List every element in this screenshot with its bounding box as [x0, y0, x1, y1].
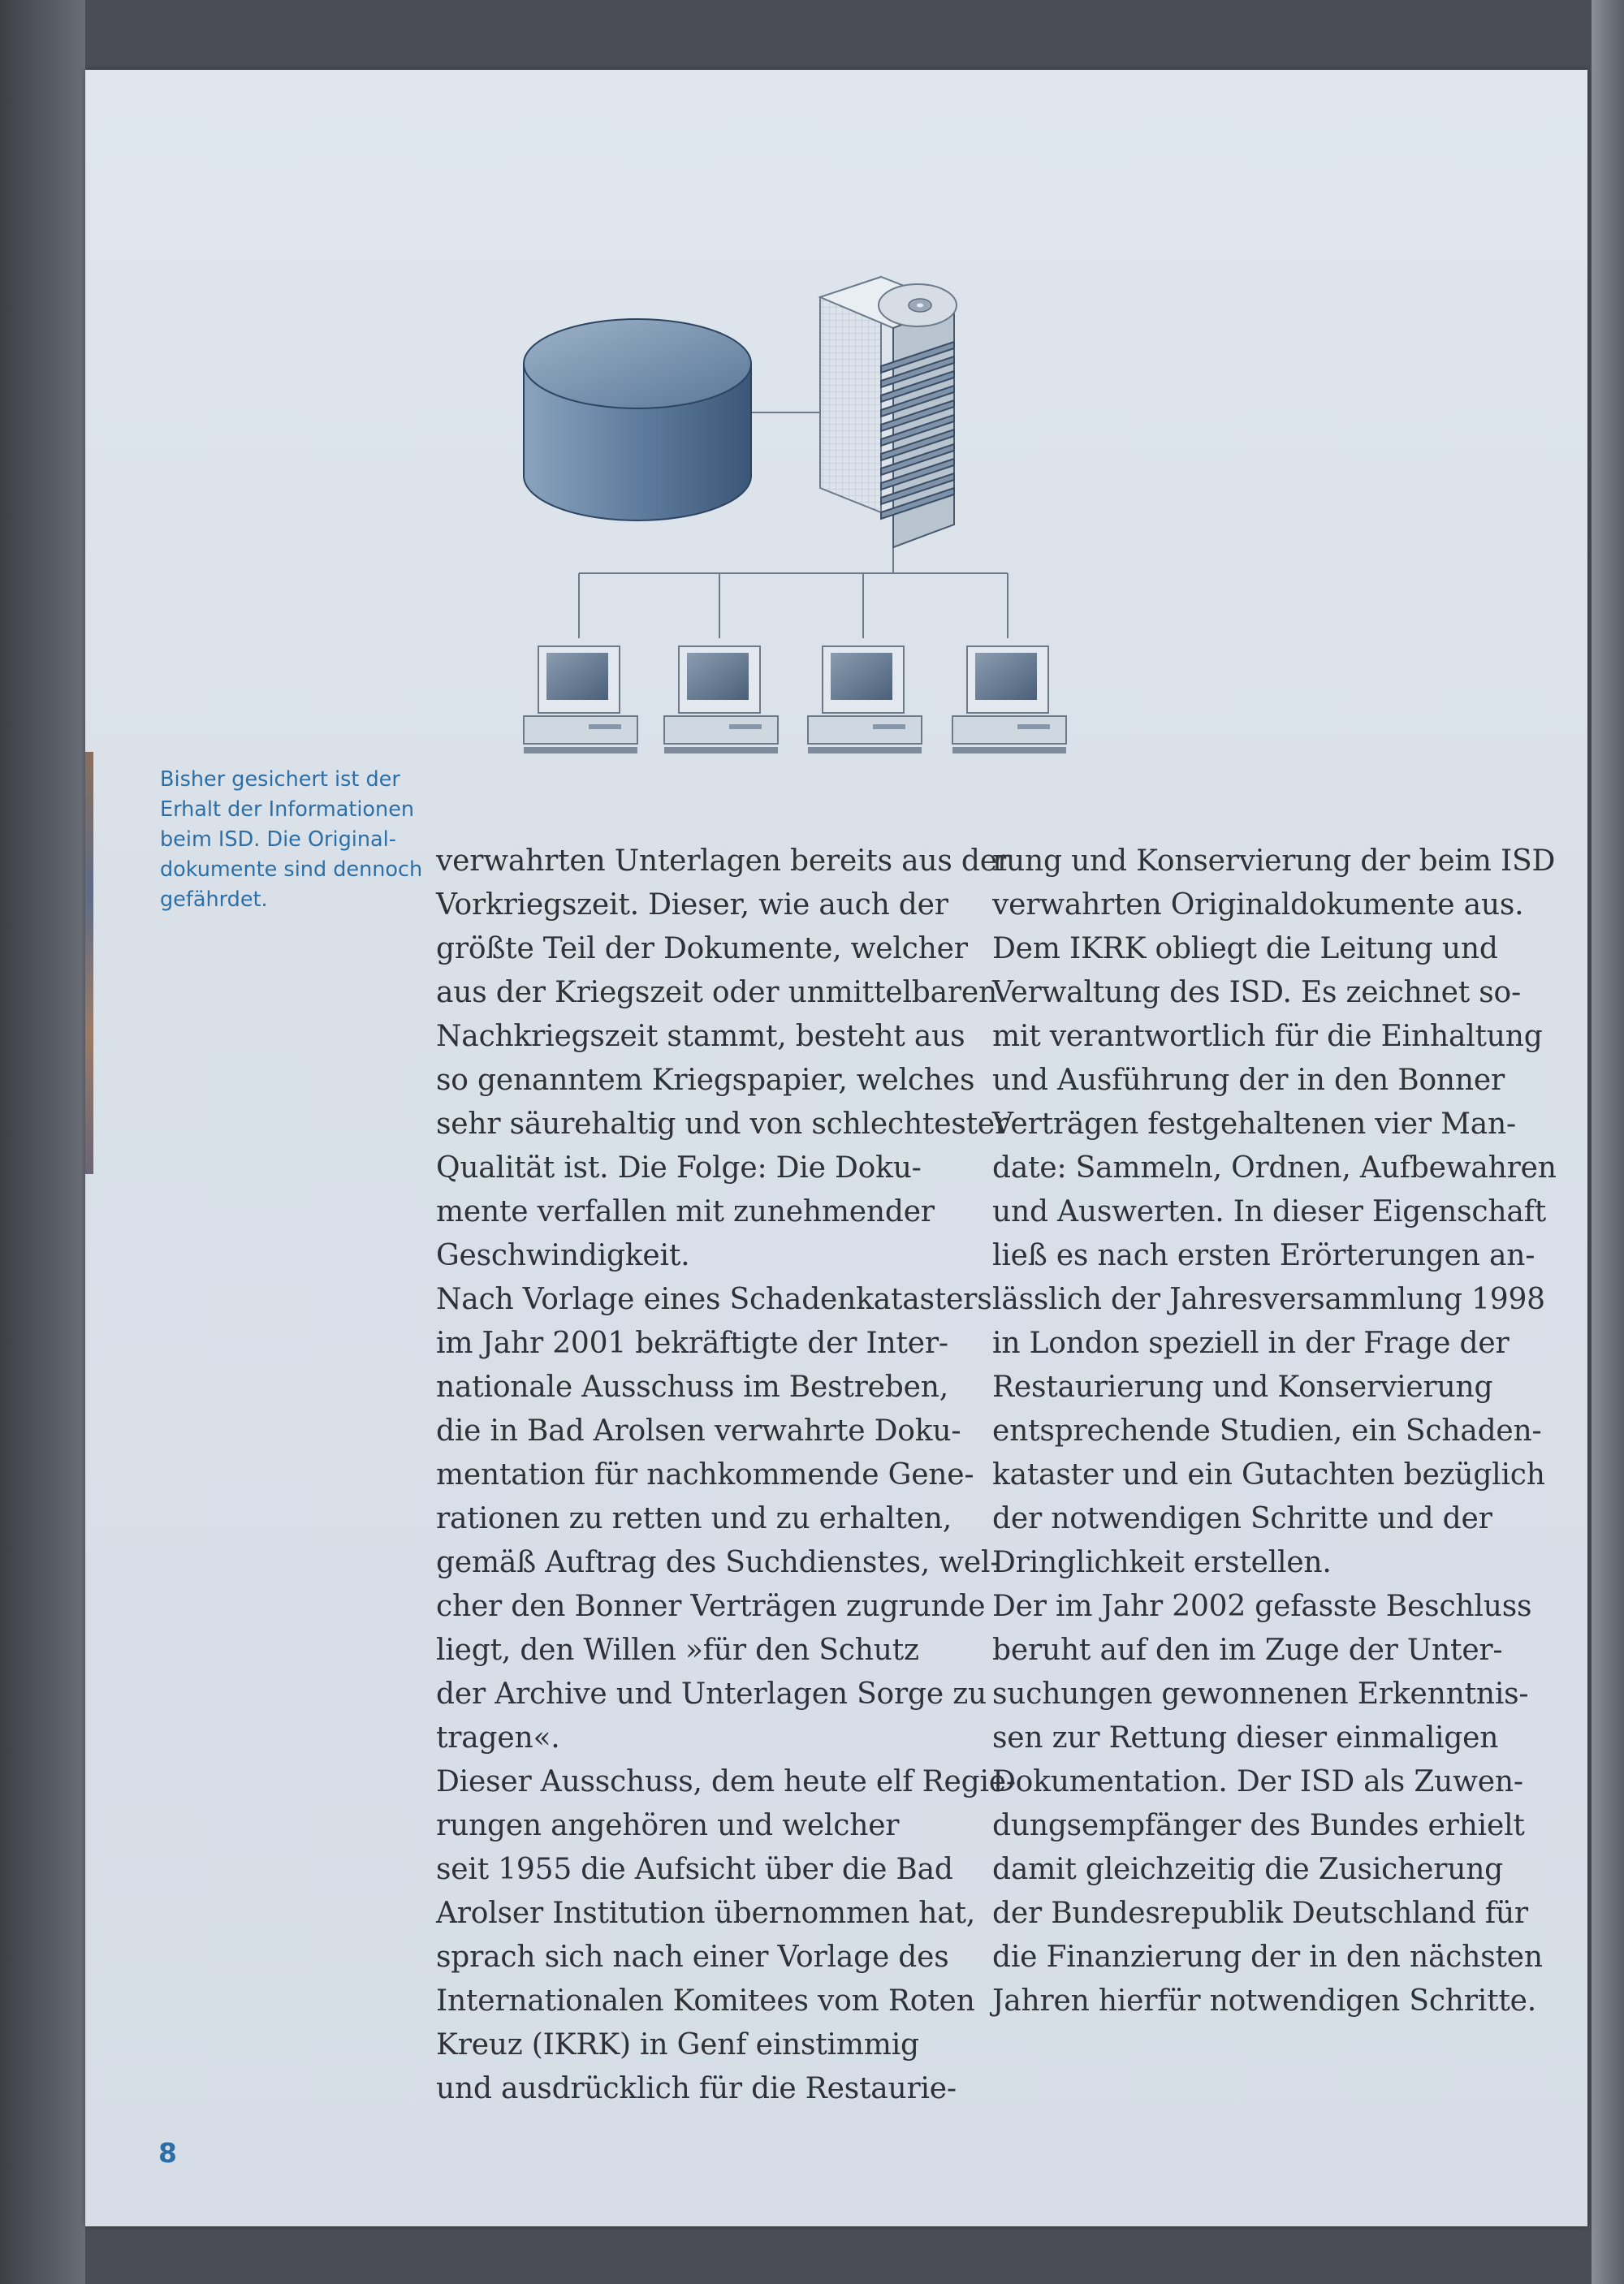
body-text-line: sprach sich nach einer Vorlage des: [436, 1941, 949, 1974]
archive-network-illustration: [426, 183, 1157, 768]
body-text-line: rung und Konservierung der beim ISD: [992, 844, 1556, 878]
workstation-icon: [524, 646, 637, 753]
body-text-line: lässlich der Jahresversammlung 1998: [992, 1283, 1545, 1316]
body-text-line: entsprechende Studien, ein Schaden-: [992, 1414, 1542, 1448]
body-text-line: so genanntem Kriegspapier, welches: [436, 1064, 975, 1097]
cd-tower-icon: [820, 277, 957, 547]
body-text-line: suchungen gewonnenen Erkenntnis-: [992, 1677, 1529, 1711]
body-text-line: Der im Jahr 2002 gefasste Beschluss: [992, 1590, 1532, 1623]
body-text-line: der Archive und Unterlagen Sorge zu: [436, 1677, 987, 1711]
body-text-line: verwahrten Unterlagen bereits aus der: [436, 844, 1011, 878]
body-text-line: der Bundesrepublik Deutschland für: [992, 1897, 1528, 1930]
body-text-line: und Ausführung der in den Bonner: [992, 1064, 1505, 1097]
body-text-line: Dokumentation. Der ISD als Zuwen-: [992, 1765, 1523, 1798]
body-text-line: Nach Vorlage eines Schadenkatasters: [436, 1283, 992, 1316]
scan-background-right: [1592, 0, 1624, 2284]
body-text-line: mente verfallen mit zunehmender: [436, 1195, 935, 1228]
workstation-icon: [808, 646, 922, 753]
body-text-line: Qualität ist. Die Folge: Die Doku-: [436, 1151, 922, 1185]
scan-background-left: [0, 0, 85, 2284]
body-text-line: nationale Ausschuss im Bestreben,: [436, 1371, 948, 1404]
body-text-line: Dringlichkeit erstellen.: [992, 1546, 1332, 1579]
body-text-line: seit 1955 die Aufsicht über die Bad: [436, 1853, 953, 1886]
caption-line: gefährdet.: [160, 887, 268, 912]
body-text-line: Geschwindigkeit.: [436, 1239, 690, 1272]
body-text-line: date: Sammeln, Ordnen, Aufbewahren: [992, 1151, 1557, 1185]
body-text-line: im Jahr 2001 bekräftigte der Inter-: [436, 1327, 948, 1360]
body-text-line: kataster und ein Gutachten bezüglich: [992, 1458, 1545, 1492]
body-text-line: ließ es nach ersten Erörterungen an-: [992, 1239, 1535, 1272]
body-text-line: die in Bad Arolsen verwahrte Doku-: [436, 1414, 961, 1448]
body-text-line: Arolser Institution übernommen hat,: [436, 1897, 975, 1930]
body-text-line: größte Teil der Dokumente, welcher: [436, 932, 968, 965]
caption-line: dokumente sind dennoch: [160, 857, 423, 882]
body-text-line: dungsempfänger des Bundes erhielt: [992, 1809, 1525, 1842]
body-text-line: Internationalen Komitees vom Roten: [436, 1984, 975, 2018]
body-text-line: beruht auf den im Zuge der Unter-: [992, 1634, 1503, 1667]
caption-line: Erhalt der Informationen: [160, 797, 415, 822]
workstation-icon: [952, 646, 1066, 753]
body-text-line: Verwaltung des ISD. Es zeichnet so-: [992, 976, 1521, 1009]
body-text-line: Verträgen festgehaltenen vier Man-: [992, 1107, 1516, 1141]
body-text-line: Nachkriegszeit stammt, besteht aus: [436, 1020, 965, 1053]
body-text-line: Dem IKRK obliegt die Leitung und: [992, 932, 1498, 965]
body-text-line: Kreuz (IKRK) in Genf einstimmig: [436, 2028, 919, 2062]
document-page: [85, 70, 1587, 2226]
body-text-line: damit gleichzeitig die Zusicherung: [992, 1853, 1504, 1886]
figure-caption: [160, 765, 436, 915]
body-text-line: mentation für nachkommende Gene-: [436, 1458, 974, 1492]
body-text-line: und ausdrücklich für die Restaurie-: [436, 2072, 957, 2105]
database-cylinder-icon: [524, 319, 751, 520]
body-text-line: gemäß Auftrag des Suchdienstes, wel-: [436, 1546, 1000, 1579]
body-text-line: die Finanzierung der in den nächsten: [992, 1941, 1543, 1974]
body-text-line: Jahren hierfür notwendigen Schritte.: [992, 1984, 1536, 2018]
body-column-1: [436, 840, 1016, 2111]
body-text-line: cher den Bonner Verträgen zugrunde: [436, 1590, 986, 1623]
caption-line: beim ISD. Die Original-: [160, 827, 396, 852]
body-text-line: der notwendigen Schritte und der: [992, 1502, 1492, 1535]
body-column-2: [992, 840, 1557, 2023]
page-number: 8: [158, 2137, 177, 2169]
caption-line: Bisher gesichert ist der: [160, 767, 400, 792]
body-text-line: und Auswerten. In dieser Eigenschaft: [992, 1195, 1547, 1228]
body-text-line: rungen angehören und welcher: [436, 1809, 900, 1842]
workstation-icon: [664, 646, 778, 753]
body-text-line: sen zur Rettung dieser einmaligen: [992, 1721, 1499, 1755]
page-edge-photo-strip: [85, 752, 93, 1174]
body-text-line: aus der Kriegszeit oder unmittelbaren: [436, 976, 997, 1009]
body-text-line: verwahrten Originaldokumente aus.: [992, 888, 1524, 922]
body-text-line: tragen«.: [436, 1721, 560, 1755]
body-text-line: rationen zu retten und zu erhalten,: [436, 1502, 952, 1535]
body-text-line: Restaurierung und Konservierung: [992, 1371, 1493, 1404]
body-text-line: Dieser Ausschuss, dem heute elf Regie-: [436, 1765, 1016, 1798]
body-text-line: mit verantwortlich für die Einhaltung: [992, 1020, 1543, 1053]
body-text-line: Vorkriegszeit. Dieser, wie auch der: [436, 888, 948, 922]
body-text-line: liegt, den Willen »für den Schutz: [436, 1634, 919, 1667]
body-text-line: sehr säurehaltig und von schlechtester: [436, 1107, 1009, 1141]
body-text-line: in London speziell in der Frage der: [992, 1327, 1510, 1360]
